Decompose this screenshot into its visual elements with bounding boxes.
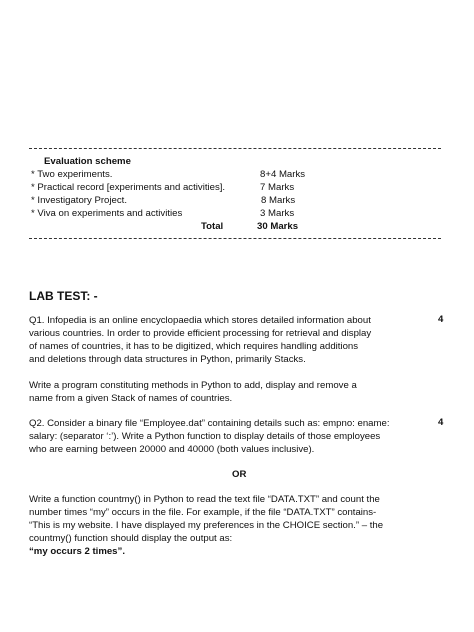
alt-line: countmy() function should display the output as: bbox=[29, 533, 233, 544]
q2-line: who are earning between 20000 and 40000 (both values inclusive). bbox=[29, 444, 315, 455]
q1-line: and deletions through data structures in Python, primarily Stacks. bbox=[29, 354, 306, 365]
eval-total-marks: 30 Marks bbox=[257, 221, 299, 232]
eval-marks-3: 8 Marks bbox=[261, 195, 296, 206]
lab-test-heading: LAB TEST: - bbox=[29, 289, 98, 303]
q1-line: Q1. Infopedia is an online encyclopaedia which stores detailed information about bbox=[29, 315, 371, 326]
alt-line: Write a function countmy() in Python to read the text file “DATA.TXT” and count the bbox=[29, 494, 380, 505]
evaluation-heading: Evaluation scheme bbox=[44, 156, 131, 167]
q2-marks: 4 bbox=[438, 417, 444, 428]
alt-output: “my occurs 2 times”. bbox=[29, 546, 125, 557]
eval-item-2: * Practical record [experiments and activities]. bbox=[31, 182, 226, 193]
top-divider bbox=[29, 148, 441, 149]
q1-task-line: name from a given Stack of names of countries. bbox=[29, 393, 233, 404]
q2-line: salary: (separator ‘:’). Write a Python function to display details of those employees bbox=[29, 431, 381, 442]
or-separator: OR bbox=[232, 469, 247, 480]
alt-line: number times “my” occurs in the file. For example, if the file “DATA.TXT” contains- bbox=[29, 507, 377, 518]
alt-line: “This is my website. I have displayed my preferences in the CHOICE section.” – the bbox=[29, 520, 384, 531]
q2-line: Q2. Consider a binary file “Employee.dat” containing details such as: empno: ename: bbox=[29, 418, 390, 429]
eval-marks-2: 7 Marks bbox=[260, 182, 295, 193]
eval-item-4: * Viva on experiments and activities bbox=[31, 208, 183, 219]
q1-line: of names of countries, it has to be digitized, which requires handling additions bbox=[29, 341, 359, 352]
q1-line: various countries. In order to provide efficient processing for retrieval and display bbox=[29, 328, 372, 339]
eval-marks-1: 8+4 Marks bbox=[260, 169, 306, 180]
q1-marks: 4 bbox=[438, 314, 444, 325]
eval-total-label: Total bbox=[201, 221, 224, 232]
eval-item-3: * Investigatory Project. bbox=[31, 195, 127, 206]
eval-item-1: * Two experiments. bbox=[31, 169, 113, 180]
eval-marks-4: 3 Marks bbox=[260, 208, 295, 219]
q1-task-line: Write a program constituting methods in Python to add, display and remove a bbox=[29, 380, 357, 391]
bottom-divider bbox=[29, 238, 441, 239]
